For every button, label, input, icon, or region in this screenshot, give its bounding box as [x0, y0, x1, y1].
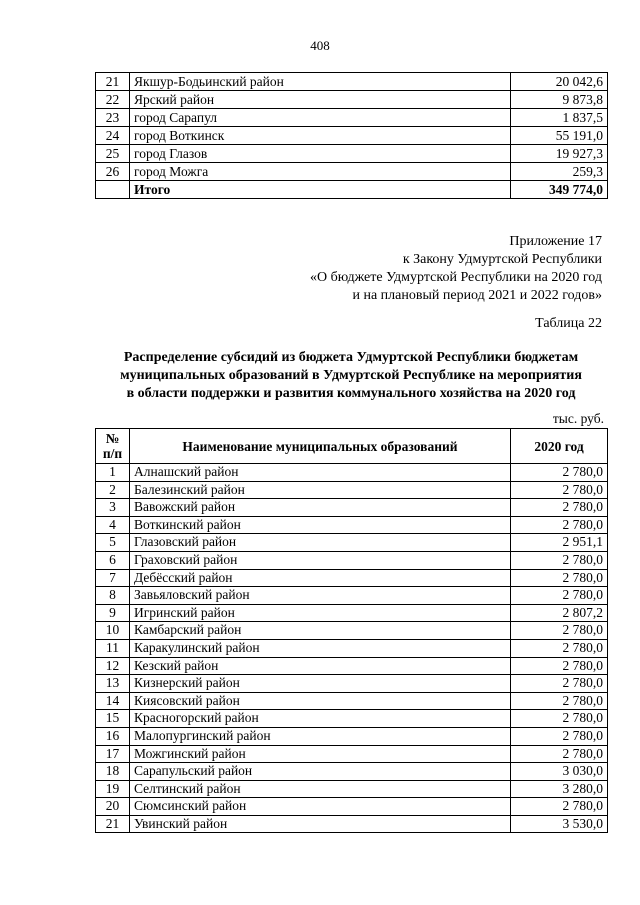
table-row	[96, 745, 608, 763]
row-value: 2 780,0	[511, 675, 608, 693]
row-value: 2 780,0	[511, 516, 608, 534]
row-value: 55 191,0	[511, 127, 608, 145]
header-year: 2020 год	[511, 429, 608, 464]
row-value: 2 780,0	[511, 622, 608, 640]
row-number: 24	[96, 127, 130, 145]
row-name: Камбарский район	[130, 622, 511, 640]
row-number: 3	[96, 499, 130, 517]
row-number: 17	[96, 745, 130, 763]
continued-table-body	[96, 73, 608, 181]
total-label: Итого	[130, 181, 511, 199]
row-name: Селтинский район	[130, 780, 511, 798]
row-number: 1	[96, 464, 130, 482]
table-row	[96, 91, 608, 109]
table-row	[96, 534, 608, 552]
row-value: 2 780,0	[511, 464, 608, 482]
heading-line: Распределение субсидий из бюджета Удмуртской Республики бюджетам	[123, 350, 579, 365]
table-row	[96, 710, 608, 728]
row-value: 2 780,0	[511, 587, 608, 605]
row-name: Завьяловский район	[130, 587, 511, 605]
table-row	[96, 464, 608, 482]
row-number: 22	[96, 91, 130, 109]
row-name: Ярский район	[130, 91, 511, 109]
row-name: Вавожский район	[130, 499, 511, 517]
unit-label: тыс. руб.	[552, 411, 604, 426]
table-row	[96, 163, 608, 181]
table-row	[96, 73, 608, 91]
row-number: 15	[96, 710, 130, 728]
row-value: 2 951,1	[511, 534, 608, 552]
continued-table	[95, 72, 608, 199]
row-value: 2 780,0	[511, 657, 608, 675]
row-number: 25	[96, 145, 130, 163]
table-row	[96, 815, 608, 833]
row-name: Кезский район	[130, 657, 511, 675]
row-name: Малопургинский район	[130, 727, 511, 745]
header-name: Наименование муниципальных образований	[130, 429, 511, 464]
row-name: город Сарапул	[130, 109, 511, 127]
row-name: Балезинский район	[130, 481, 511, 499]
row-number: 2	[96, 481, 130, 499]
table-label: Таблица 22	[535, 316, 602, 331]
row-number: 18	[96, 763, 130, 781]
row-value: 2 780,0	[511, 727, 608, 745]
row-value: 2 780,0	[511, 481, 608, 499]
row-number: 11	[96, 639, 130, 657]
table-row	[96, 127, 608, 145]
row-value: 3 030,0	[511, 763, 608, 781]
row-number: 26	[96, 163, 130, 181]
appendix-line: «О бюджете Удмуртской Республики на 2020 год	[309, 270, 602, 285]
table-row	[96, 780, 608, 798]
row-name: Киясовский район	[130, 692, 511, 710]
row-value: 2 780,0	[511, 569, 608, 587]
header-num-line: п/п	[102, 446, 123, 461]
row-value: 2 780,0	[511, 798, 608, 816]
row-number: 7	[96, 569, 130, 587]
table-header-row	[96, 429, 608, 464]
subsidy-table	[95, 428, 608, 833]
table-row	[96, 727, 608, 745]
table-row	[96, 481, 608, 499]
row-value: 1 837,5	[511, 109, 608, 127]
row-number: 20	[96, 798, 130, 816]
row-name: Глазовский район	[130, 534, 511, 552]
row-name: Красногорский район	[130, 710, 511, 728]
row-number: 10	[96, 622, 130, 640]
row-value: 2 780,0	[511, 639, 608, 657]
appendix-line: к Закону Удмуртской Республики	[402, 252, 602, 267]
table-heading	[95, 349, 607, 403]
row-number: 4	[96, 516, 130, 534]
row-number: 6	[96, 551, 130, 569]
row-name: город Воткинск	[130, 127, 511, 145]
table-row	[96, 499, 608, 517]
total-value: 349 774,0	[511, 181, 608, 199]
page-number: 408	[310, 38, 330, 53]
total-row	[96, 181, 608, 199]
table-row	[96, 109, 608, 127]
row-name: город Можга	[130, 163, 511, 181]
table-row	[96, 516, 608, 534]
row-name: Дебёсский район	[130, 569, 511, 587]
row-name: город Глазов	[130, 145, 511, 163]
row-number: 23	[96, 109, 130, 127]
appendix-line: Приложение 17	[509, 234, 602, 249]
row-value: 19 927,3	[511, 145, 608, 163]
row-value: 2 780,0	[511, 692, 608, 710]
table-row	[96, 145, 608, 163]
row-number: 14	[96, 692, 130, 710]
row-name: Граховский район	[130, 551, 511, 569]
subsidy-table-body	[96, 464, 608, 833]
row-value: 2 780,0	[511, 745, 608, 763]
table-row	[96, 604, 608, 622]
row-value: 2 780,0	[511, 499, 608, 517]
row-number: 5	[96, 534, 130, 552]
table-row	[96, 798, 608, 816]
table-row	[96, 675, 608, 693]
row-value: 9 873,8	[511, 91, 608, 109]
row-number: 12	[96, 657, 130, 675]
row-name: Кизнерский район	[130, 675, 511, 693]
table-row	[96, 622, 608, 640]
row-name: Якшур-Бодьинский район	[130, 73, 511, 91]
row-name: Увинский район	[130, 815, 511, 833]
table-row	[96, 692, 608, 710]
row-value: 2 807,2	[511, 604, 608, 622]
header-num	[96, 429, 130, 464]
row-value: 259,3	[511, 163, 608, 181]
row-value: 3 530,0	[511, 815, 608, 833]
row-name: Воткинский район	[130, 516, 511, 534]
row-number: 19	[96, 780, 130, 798]
row-number: 9	[96, 604, 130, 622]
row-number: 21	[96, 815, 130, 833]
table-row	[96, 657, 608, 675]
row-value: 3 280,0	[511, 780, 608, 798]
row-number: 13	[96, 675, 130, 693]
row-name: Сарапульский район	[130, 763, 511, 781]
row-number: 16	[96, 727, 130, 745]
total-num-cell	[96, 181, 130, 199]
row-value: 2 780,0	[511, 710, 608, 728]
row-value: 20 042,6	[511, 73, 608, 91]
row-number: 21	[96, 73, 130, 91]
table-row	[96, 639, 608, 657]
row-value: 2 780,0	[511, 551, 608, 569]
row-name: Игринский район	[130, 604, 511, 622]
heading-line: в области поддержки и развития коммунального хозяйства на 2020 год	[126, 386, 576, 401]
table-row	[96, 763, 608, 781]
row-number: 8	[96, 587, 130, 605]
header-num-line: №	[105, 431, 120, 446]
row-name: Можгинский район	[130, 745, 511, 763]
heading-line: муниципальных образований в Удмуртской Республике на мероприятия	[120, 368, 582, 383]
table-row	[96, 569, 608, 587]
row-name: Алнашский район	[130, 464, 511, 482]
table-row	[96, 587, 608, 605]
appendix-line: и на плановый период 2021 и 2022 годов»	[352, 288, 602, 303]
table-row	[96, 551, 608, 569]
appendix-reference	[310, 233, 602, 305]
row-name: Каракулинский район	[130, 639, 511, 657]
row-name: Сюмсинский район	[130, 798, 511, 816]
